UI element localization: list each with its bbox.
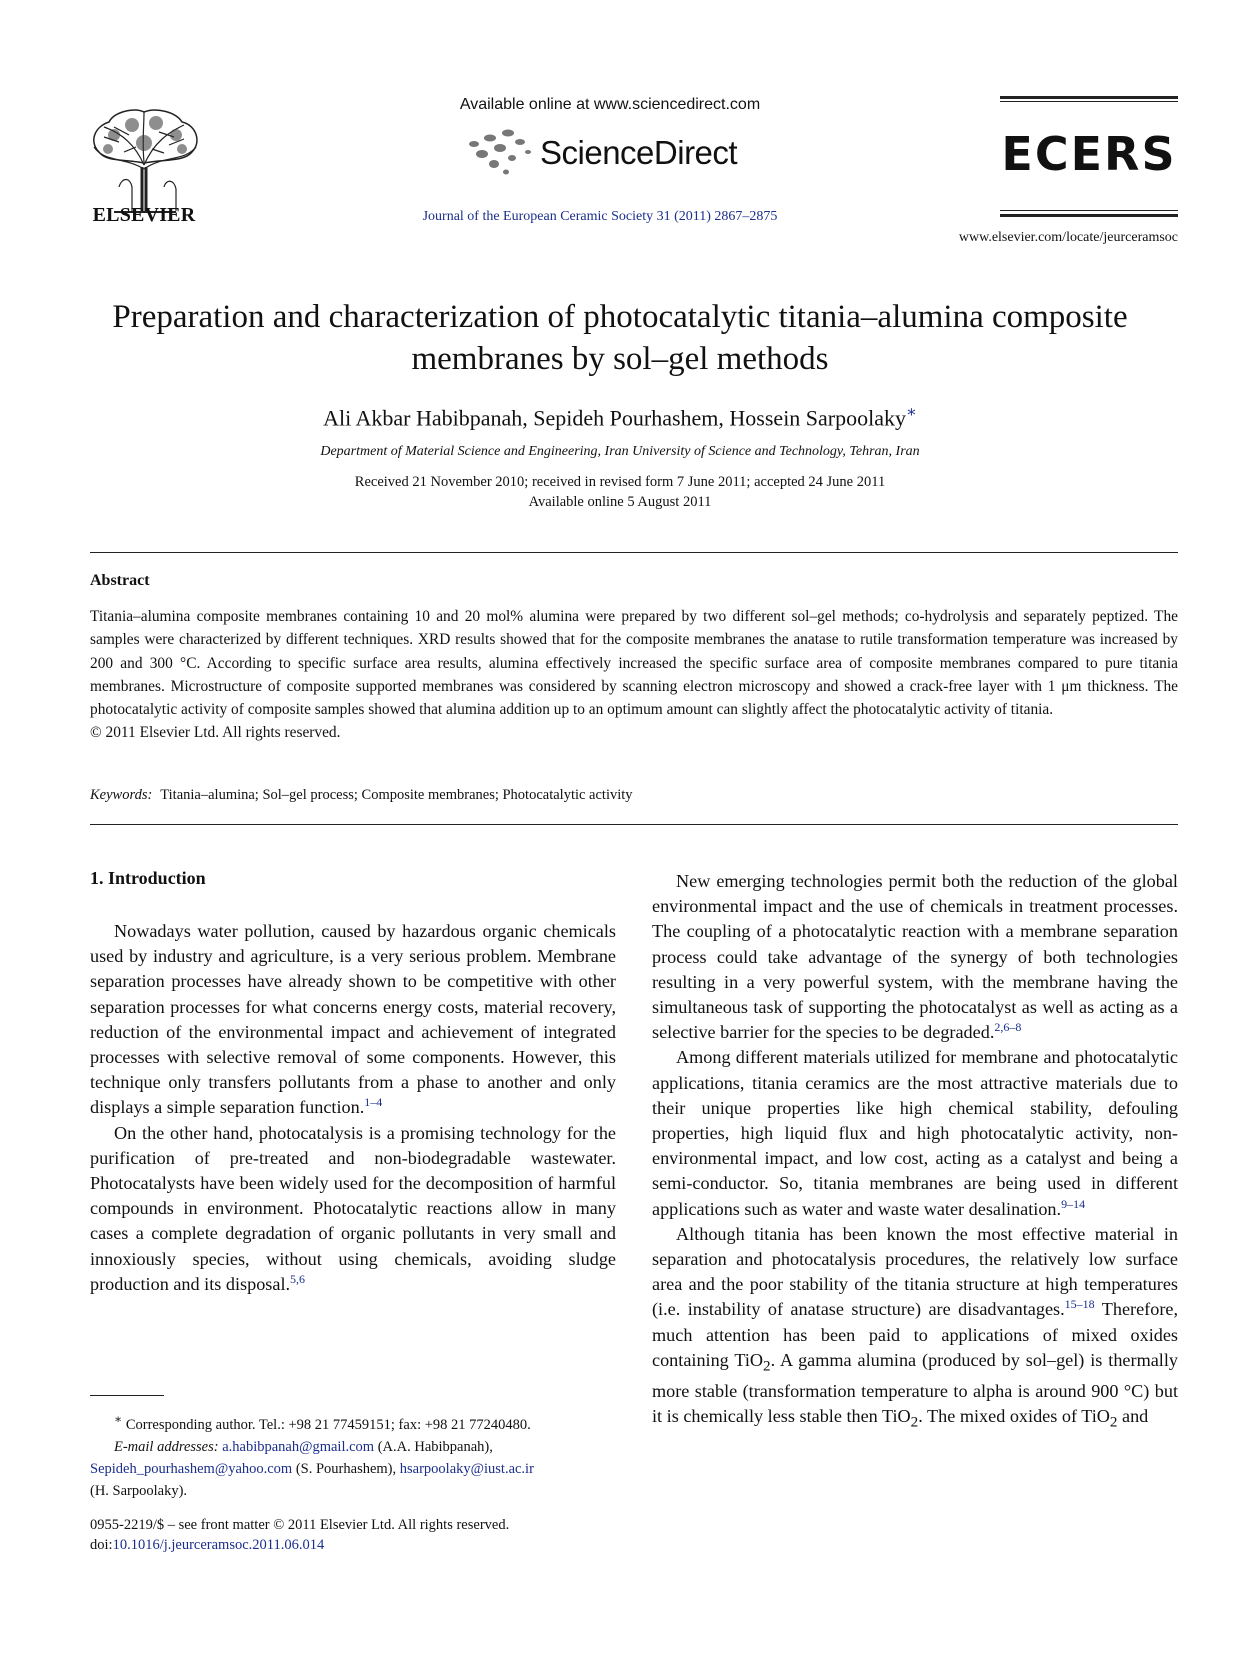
footnote-line: ∗ Corresponding author. Tel.: +98 21 77459151; fax: +98 21 77240480. xyxy=(114,1412,531,1433)
available-online-date: Available online 5 August 2011 xyxy=(528,494,712,510)
citation-link[interactable]: 15–18 xyxy=(1064,1297,1095,1312)
abstract-top-rule xyxy=(90,552,1178,553)
affiliation: Department of Material Science and Engineering, Iran University of Science and Technology, Tehran, Iran xyxy=(320,444,920,459)
email-link[interactable]: Sepideh_pourhashem@yahoo.com xyxy=(90,1460,293,1477)
paragraph: Among different materials utilized for membrane and photocatalytic applications, titania ceramics are the most attractive materials due to their unique properties like high chemical stability, defouling properties, high liquid flux and high photocatalytic activity, non-environmental impact, and low cost, acting as a catalyst and being a semi-conductor. So, titania membranes are being used in different applications such as water and waste water desalination.$^{9-14}$ xyxy=(652,1047,1178,1219)
email-link[interactable]: a.habibpanah@gmail.com xyxy=(222,1438,375,1455)
footnote-emails-cont: Sepideh_pourhashem@yahoo.com (S. Pourhashem), hsarpoolaky@iust.ac.ir xyxy=(90,1460,534,1477)
corresponding-author-footnote xyxy=(90,1408,630,1502)
citation-link[interactable]: 5,6 xyxy=(290,1271,306,1286)
doi-line: doi:10.1016/j.jeurceramsoc.2011.06.014 xyxy=(90,1537,325,1553)
footnote-rule xyxy=(90,1395,164,1396)
section-heading-introduction: 1. Introduction xyxy=(90,868,206,888)
keywords-label: Keywords: xyxy=(90,787,153,803)
article-title: Preparation and characterization of photocatalytic titania–alumina composite membranes by sol–gel methods xyxy=(112,299,1128,377)
elsevier-wordmark: ELSEVIER xyxy=(92,204,196,226)
authors-text: Ali Akbar Habibpanah, Sepideh Pourhashem, Hossein Sarpoolaky xyxy=(323,405,907,431)
citation-link[interactable]: 1–4 xyxy=(364,1095,383,1110)
paragraph: On the other hand, photocatalysis is a promising technology for the purification of pre-treated and non-biodegradable wastewater. Photocatalysts have been widely used for the decomposition of harmful compounds in environment. Photocatalytic reactions allow in many cases a complete degradation of organic pollutants in very small and innoxiously species, without using chemicals, avoiding sludge production and its disposal.$^{5,6}$ xyxy=(90,1122,616,1294)
available-online-text: Available online at www.sciencedirect.com xyxy=(459,96,761,113)
front-matter xyxy=(90,1515,630,1555)
abstract-text: Titania–alumina composite membranes containing 10 and 20 mol% alumina were prepared by two different sol–gel methods; co-hydrolysis and separately peptized. The samples were characterized by different techniques. XRD results showed that for the composite membranes the anatase to rutile transformation temperature was increased by 200 and 300 °C. According to specific surface area results, alumina effectively increased the specific surface area of composite membranes compared to pure titania membranes. Microstructure of composite supported membranes was considered by scanning electron microscopy and showed a crack-free layer with 1 μm thickness. The photocatalytic activity of composite samples showed that alumina addition up to an optimum amount can slightly affect the photocatalytic activity of titania. xyxy=(90,608,1178,719)
paragraph: New emerging technologies permit both the reduction of the global environmental impact and the use of chemicals in treatment processes. The coupling of a photocatalytic reaction with a membrane separation process could take advantage of the synergy of both technologies resulting in a very powerful system, with the membrane having the simultaneous task of supporting the photocatalyst as well as acting as a selective barrier for the species to be degraded.$^{2,6-8}$ xyxy=(652,871,1178,1043)
paragraph: Although titania has been known the most effective material in separation and photocatalysis procedures, the relatively low surface area and the poor stability of the titania structure at high temperatures (i.e. instability of anatase structure) are disadvantages.$^{15-18}$ Therefore, much attention has been paid to applications of mixed oxides containing TiO$_2$. A gamma alumina (produced by sol–gel) is thermally more stable (transformation temperature to alpha is around 900 °C) but it is chemically less stable then TiO$_2$. The mixed oxides of TiO$_2$ and xyxy=(652,1223,1178,1431)
right-column xyxy=(652,869,1178,1435)
citation-link[interactable]: 2,6–8 xyxy=(994,1020,1022,1035)
abstract-heading: Abstract xyxy=(90,572,150,589)
keywords xyxy=(90,787,1178,804)
keywords-list: Titania–alumina; Sol–gel process; Composite membranes; Photocatalytic activity xyxy=(160,787,633,803)
abstract-copyright: © 2011 Elsevier Ltd. All rights reserved. xyxy=(90,724,341,742)
abstract-body xyxy=(90,605,1178,745)
corresponding-author-mark[interactable]: ∗ xyxy=(906,404,917,421)
logo-rule xyxy=(1000,101,1178,102)
author-list xyxy=(60,402,1180,431)
sciencedirect-wordmark[interactable]: ScienceDirect xyxy=(540,134,738,171)
abstract-bottom-rule xyxy=(90,824,1178,825)
issn-line: 0955-2219/$ – see front matter © 2011 Elsevier Ltd. All rights reserved. xyxy=(90,1517,510,1533)
journal-reference-link[interactable]: Journal of the European Ceramic Society 31 (2011) 2867–2875 xyxy=(422,209,778,224)
journal-url[interactable]: www.elsevier.com/locate/jeurceramsoc xyxy=(958,230,1178,245)
footnote-emails: E-mail addresses: a.habibpanah@gmail.com (A.A. Habibpanah), xyxy=(114,1438,493,1455)
citation-link[interactable]: 9–14 xyxy=(1061,1196,1086,1211)
footnote-mark: ∗ xyxy=(114,1412,123,1426)
email-label: E-mail addresses: xyxy=(114,1438,219,1455)
doi-link[interactable]: 10.1016/j.jeurceramsoc.2011.06.014 xyxy=(112,1537,325,1553)
ecers-logo: ECERS xyxy=(1001,127,1177,181)
left-column xyxy=(90,919,616,1297)
footnote-owner: (H. Sarpoolaky). xyxy=(90,1482,188,1499)
logo-rule xyxy=(1000,96,1178,99)
logo-rule xyxy=(1000,210,1178,211)
received-dates: Received 21 November 2010; received in revised form 7 June 2011; accepted 24 June 2011 xyxy=(354,474,886,490)
email-link[interactable]: hsarpoolaky@iust.ac.ir xyxy=(399,1460,534,1477)
history-dates xyxy=(60,472,1180,512)
logo-rule xyxy=(1000,214,1178,217)
paragraph: Nowadays water pollution, caused by hazardous organic chemicals used by industry and agriculture, is a very serious problem. Membrane separation processes have already shown to be competitive with other separation processes for what concerns energy costs, material recovery, reduction of the environmental impact and achievement of integrated processes with selective removal of some components. However, this technique only transfers pollutants from a phase to another and only displays a simple separation function.$^{1-4}$ xyxy=(90,921,616,1118)
